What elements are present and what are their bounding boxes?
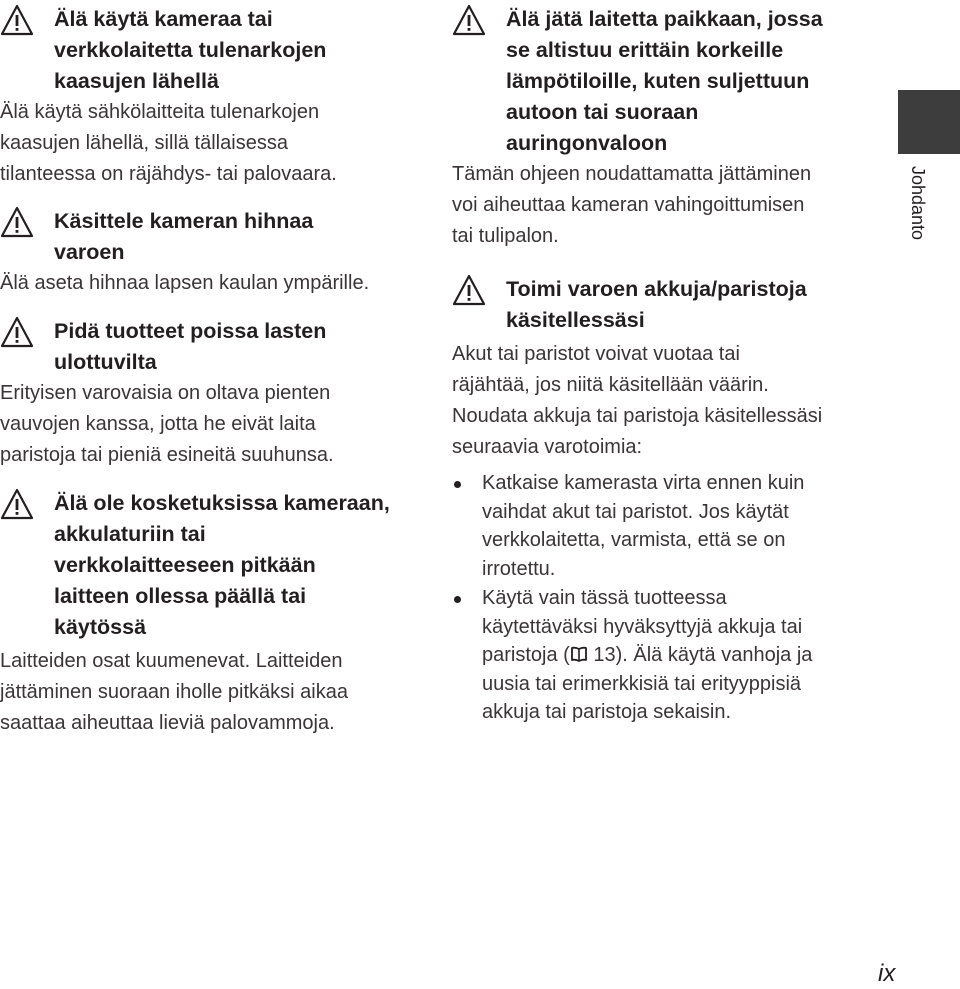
warning-block-children <box>0 316 430 471</box>
warning-body: Erityisen varovaisia on oltava pienten vauvojen kanssa, jotta he eivät laita paristoja tai pieniä esineitä suuhunsa. <box>0 382 334 466</box>
warning-triangle-icon <box>0 316 34 348</box>
warning-triangle-icon <box>0 206 34 238</box>
warning-body: Akut tai paristot voivat vuotaa tai räjähtää, jos niitä käsitellään väärin. Noudata akkuja tai paristoja käsitellessäsi seuraavia varotoimia: <box>452 343 823 458</box>
page-number: ix <box>878 960 896 987</box>
warning-heading: Älä ole kosketuksissa kameraan, akkulaturiin tai verkkolaitteeseen pitkään laitteen ollessa päällä tai käytössä <box>54 491 390 639</box>
warning-triangle-icon <box>452 4 486 36</box>
warning-triangle-icon <box>0 488 34 520</box>
warning-heading: Käsittele kameran hihnaa varoen <box>54 209 314 264</box>
book-reference-icon <box>570 646 588 662</box>
warning-block-heat-contact <box>0 488 430 739</box>
warning-body: Älä aseta hihnaa lapsen kaulan ympärille. <box>0 272 370 294</box>
section-label: Johdanto <box>908 166 928 241</box>
warning-triangle-icon <box>0 4 34 36</box>
warning-heading: Älä jätä laitetta paikkaan, jossa se altistuu erittäin korkeille lämpötiloille, kuten suljettuun autoon tai suoraan auringonvaloon <box>506 7 823 155</box>
warning-block-batteries <box>452 274 882 727</box>
warning-heading: Pidä tuotteet poissa lasten ulottuvilta <box>54 319 327 374</box>
list-item: Katkaise kamerasta virta ennen kuin vaihdat akut tai paristot. Jos käytät verkkolaitetta, varmista, että se on irrotettu. <box>452 469 882 583</box>
warning-triangle-icon <box>452 274 486 306</box>
warning-body: Älä käytä sähkölaitteita tulenarkojen kaasujen lähellä, sillä tällaisessa tilanteessa on räjähdys- tai palovaara. <box>0 101 337 185</box>
warning-body: Tämän ohjeen noudattamatta jättäminen voi aiheuttaa kameran vahingoittumisen tai tulipalon. <box>452 163 812 247</box>
warning-block-high-temperature <box>452 4 882 252</box>
battery-precautions-list <box>452 469 882 727</box>
warning-body: Laitteiden osat kuumenevat. Laitteiden jättäminen suoraan iholle pitkäksi aikaa saattaa aiheuttaa lieviä palovammoja. <box>0 650 348 734</box>
list-item: Käytä vain tässä tuotteessa käytettäväksi hyväksyttyjä akkuja tai paristoja ( 13). Älä käytä vanhoja ja uusia tai erimerkkisiä tai erityyppisiä akkuja tai paristoja sekaisin. <box>452 584 882 727</box>
warning-heading: Älä käytä kameraa tai verkkolaitetta tulenarkojen kaasujen lähellä <box>54 7 327 93</box>
warning-block-strap <box>0 206 430 299</box>
warning-block-flammable-gas <box>0 4 430 190</box>
warning-heading: Toimi varoen akkuja/paristoja käsitellessäsi <box>506 277 807 332</box>
section-tab-marker <box>898 90 960 154</box>
